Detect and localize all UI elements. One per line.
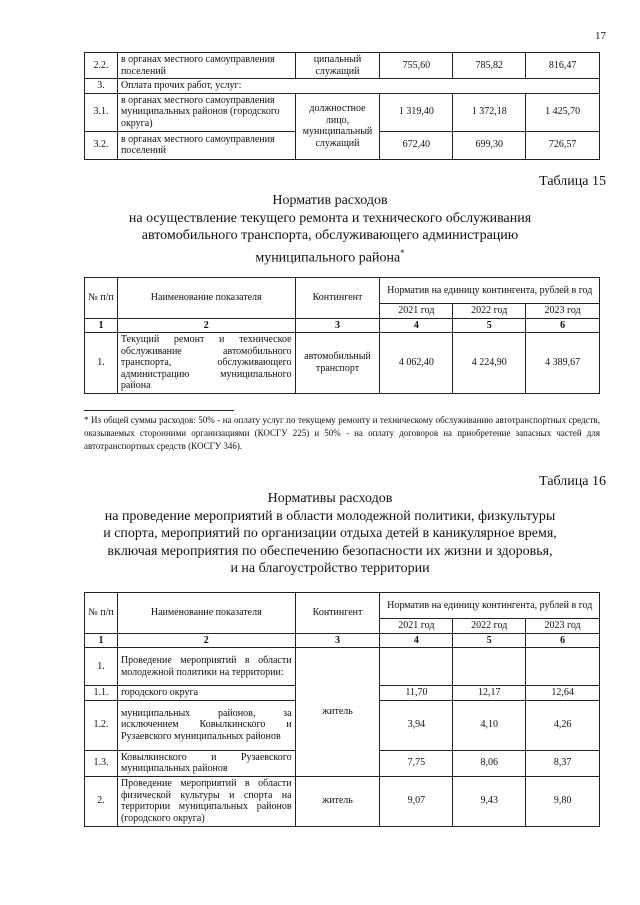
value-2021: 1 319,40 xyxy=(380,93,453,131)
column-numbers-row xyxy=(85,633,600,648)
row-number: 1.1. xyxy=(85,686,118,701)
row-number: 1. xyxy=(85,333,118,394)
column-number: 2 xyxy=(117,633,295,648)
title-line: и на благоустройство территории xyxy=(230,561,430,576)
value-2021 xyxy=(380,648,453,686)
value-2023: 1 425,70 xyxy=(526,93,600,131)
header-num: № п/п xyxy=(85,278,118,319)
row-number: 1.3. xyxy=(85,750,118,776)
value-2022: 1 372,18 xyxy=(453,93,526,131)
row-name: в органах местного самоуправления муниципальных районов (городского округа) xyxy=(117,93,295,131)
header-2023: 2023 год xyxy=(526,619,600,634)
table-row xyxy=(85,79,600,94)
column-number: 5 xyxy=(453,633,526,648)
row-number: 2.2. xyxy=(85,53,118,79)
column-number: 5 xyxy=(453,318,526,333)
table-row xyxy=(85,53,600,79)
value-2021: 11,70 xyxy=(380,686,453,701)
column-number: 4 xyxy=(380,318,453,333)
row-number: 3. xyxy=(85,79,118,94)
column-number: 3 xyxy=(295,633,380,648)
title-line: на осуществление текущего ремонта и технического обслуживания xyxy=(128,210,532,226)
table16-label: Таблица 16 xyxy=(539,474,606,489)
table15-label: Таблица 15 xyxy=(539,174,606,189)
page-number: 17 xyxy=(595,30,606,42)
table-row xyxy=(85,93,600,131)
value-2023: 12,64 xyxy=(526,686,600,701)
column-number: 4 xyxy=(380,633,453,648)
value-2021: 4 062,40 xyxy=(380,333,453,394)
row-number: 3.1. xyxy=(85,93,118,131)
header-num: № п/п xyxy=(85,593,118,634)
row-name: Оплата прочих работ, услуг: xyxy=(117,79,599,94)
title-line: муниципального района* xyxy=(255,247,405,266)
column-number: 2 xyxy=(117,318,295,333)
value-2021: 672,40 xyxy=(380,131,453,159)
row-contingent: житель xyxy=(295,648,380,777)
header-row xyxy=(85,593,600,619)
header-name: Наименование показателя xyxy=(117,593,295,634)
value-2022: 9,43 xyxy=(453,776,526,826)
value-2023: 8,37 xyxy=(526,750,600,776)
table15-footnote: * Из общей суммы расходов: 50% - на оплату услуг по текущему ремонту и техническому обслуживанию автотранспортных средств, оказываемых сторонними организациями (КОСГУ 225) и 50% - на оплату договоров на приобретение запасных частей для автотранспортных средств (КОСГУ 346). xyxy=(84,415,600,451)
value-2022 xyxy=(453,648,526,686)
value-2021: 3,94 xyxy=(380,700,453,750)
header-row xyxy=(85,278,600,304)
value-2022: 4 224,90 xyxy=(453,333,526,394)
row-name: в органах местного самоуправления поселений xyxy=(117,53,295,79)
top-table xyxy=(84,52,600,160)
table16-title xyxy=(60,490,600,578)
header-norm: Норматив на единицу контингента, рублей в год xyxy=(380,593,600,619)
table-row xyxy=(85,648,600,686)
footnote-separator xyxy=(84,410,234,411)
row-contingent: ципальный служащий xyxy=(295,53,380,79)
header-2022: 2022 год xyxy=(453,619,526,634)
row-number: 1.2. xyxy=(85,700,118,750)
row-name: Ковылкинского и Рузаевского муниципальных районов xyxy=(117,750,295,776)
column-number: 1 xyxy=(85,318,118,333)
table15 xyxy=(84,277,600,394)
row-name: в органах местного самоуправления поселений xyxy=(117,131,295,159)
title-line: автомобильного транспорта, обслуживающего администрацию xyxy=(141,228,519,243)
row-number: 1. xyxy=(85,648,118,686)
value-2023: 816,47 xyxy=(526,53,600,79)
header-2023: 2023 год xyxy=(526,304,600,319)
title-line: на проведение мероприятий в области молодежной политики, физкультуры xyxy=(104,508,556,524)
title-line: Норматив расходов xyxy=(272,193,388,208)
column-number: 3 xyxy=(295,318,380,333)
value-2022: 699,30 xyxy=(453,131,526,159)
row-contingent: должностное лицо, муниципальный служащий xyxy=(295,93,380,159)
header-2021: 2021 год xyxy=(380,619,453,634)
title-line: и спорта, мероприятий по организации отдыха детей в каникулярное время, xyxy=(103,526,557,541)
title-line: включая мероприятия по обеспечению безопасности их жизни и здоровья, xyxy=(107,543,553,559)
row-contingent: житель xyxy=(295,776,380,826)
footnote-mark: * xyxy=(400,247,405,258)
column-number: 6 xyxy=(526,318,600,333)
value-2022: 12,17 xyxy=(453,686,526,701)
value-2023 xyxy=(526,648,600,686)
header-contingent: Контингент xyxy=(295,278,380,319)
row-name: Проведение мероприятий в области молодежной политики на территории: xyxy=(117,648,295,686)
row-name: муниципальных районов, за исключением Ковылкинского и Рузаевского муниципальных районов xyxy=(117,700,295,750)
header-contingent: Контингент xyxy=(295,593,380,634)
value-2022: 785,82 xyxy=(453,53,526,79)
header-name: Наименование показателя xyxy=(117,278,295,319)
value-2021: 7,75 xyxy=(380,750,453,776)
value-2022: 8,06 xyxy=(453,750,526,776)
row-number: 2. xyxy=(85,776,118,826)
value-2021: 9,07 xyxy=(380,776,453,826)
column-numbers-row xyxy=(85,318,600,333)
header-norm: Норматив на единицу контингента, рублей в год xyxy=(380,278,600,304)
row-number: 3.2. xyxy=(85,131,118,159)
value-2021: 755,60 xyxy=(380,53,453,79)
value-2022: 4,10 xyxy=(453,700,526,750)
value-2023: 9,80 xyxy=(526,776,600,826)
header-2022: 2022 год xyxy=(453,304,526,319)
table-row xyxy=(85,333,600,394)
table-row xyxy=(85,776,600,826)
title-line: Нормативы расходов xyxy=(267,491,393,506)
column-number: 1 xyxy=(85,633,118,648)
table15-title xyxy=(60,192,600,267)
row-name: Проведение мероприятий в области физической культуры и спорта на территории муниципальных районов (городского округа) xyxy=(117,776,295,826)
row-contingent: автомобильный транспорт xyxy=(295,333,380,394)
header-2021: 2021 год xyxy=(380,304,453,319)
table16 xyxy=(84,592,600,827)
row-name: Текущий ремонт и техническое обслуживание автомобильного транспорта, обслуживающего администрацию муниципального района xyxy=(117,333,295,394)
column-number: 6 xyxy=(526,633,600,648)
value-2023: 726,57 xyxy=(526,131,600,159)
value-2023: 4 389,67 xyxy=(526,333,600,394)
value-2023: 4,26 xyxy=(526,700,600,750)
row-name: городского округа xyxy=(117,686,295,701)
